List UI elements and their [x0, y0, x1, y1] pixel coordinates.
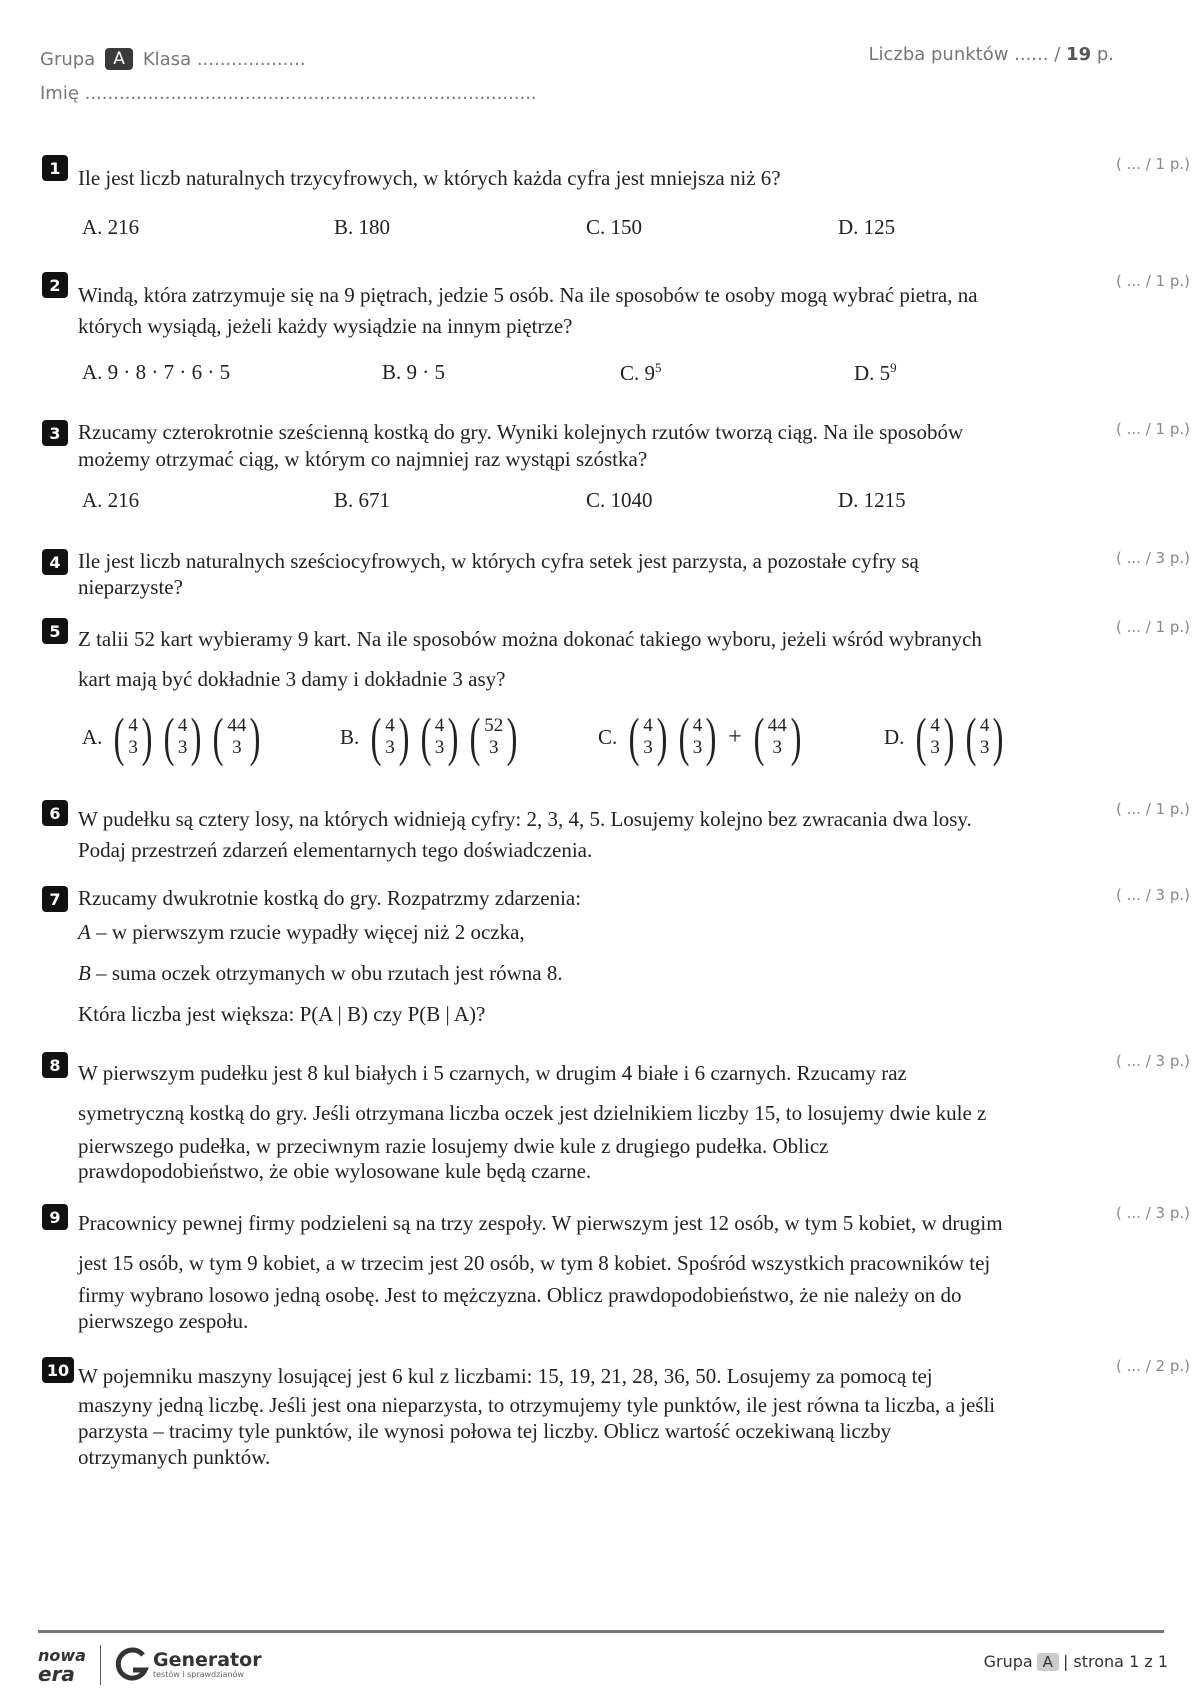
- binomial: ( 4 3 ): [163, 707, 202, 767]
- binomial: ( 44 3 ): [753, 707, 802, 767]
- question-points: ( ... / 3 p.): [1116, 886, 1190, 904]
- answer-b: B. 9 · 5: [382, 360, 445, 384]
- answer-b: B. 671: [334, 488, 391, 512]
- superscript: 5: [655, 360, 662, 375]
- answer-d: D. ( 4 3 ) ( 4 3 ): [884, 710, 1009, 764]
- answer-b: B. 180: [334, 215, 391, 239]
- question-text-line: możemy otrzymać ciąg, w którym co najmniej raz wystąpi szóstka?: [78, 447, 648, 471]
- binomial: ( 4 3 ): [916, 707, 955, 767]
- answer-c: C. $9^5$: [620, 360, 662, 385]
- logo-separator: [100, 1645, 101, 1685]
- question-number: 7: [42, 886, 68, 912]
- question-text-line: parzysta – tracimy tyle punktów, ile wynosi połowa tej liczby. Oblicz wartość oczekiwaną liczby: [78, 1419, 892, 1443]
- superscript: 9: [890, 360, 897, 375]
- question-points: ( ... / 2 p.): [1116, 1357, 1190, 1375]
- question-points: ( ... / 1 p.): [1116, 618, 1190, 636]
- question-number: 6: [42, 800, 68, 826]
- question-text-line: pierwszego zespołu.: [78, 1309, 249, 1333]
- answer-a: A. 216: [82, 488, 140, 512]
- question-points: ( ... / 3 p.): [1116, 549, 1190, 567]
- question-number: 2: [42, 272, 68, 298]
- question-text-line: otrzymanych punktów.: [78, 1445, 271, 1469]
- question-number: 9: [42, 1204, 68, 1230]
- question-text-line: Ile jest liczb naturalnych sześciocyfrowych, w których cyfra setek jest parzysta, a pozostałe cyfry są: [78, 549, 919, 573]
- binomial: ( 44 3 ): [212, 707, 261, 767]
- binomial: ( 4 3 ): [370, 707, 410, 767]
- answer-a: A. 216: [82, 215, 140, 239]
- question-text-line: Która liczba jest większa: P(A | B) czy P(B | A)?: [78, 1002, 486, 1026]
- nowa-era-logo: nowa era: [38, 1646, 86, 1686]
- question-text-line: Z talii 52 kart wybieramy 9 kart. Na ile sposobów można dokonać takiego wyboru, jeżeli wśród wybranych: [78, 627, 982, 651]
- answer-d: D. 125: [838, 215, 896, 239]
- question-number: 8: [42, 1052, 68, 1078]
- question-text-line: W pojemniku maszyny losującej jest 6 kul z liczbami: 15, 19, 21, 28, 36, 50. Losujemy za pomocą tej: [78, 1364, 933, 1388]
- question-points: ( ... / 3 p.): [1116, 1052, 1190, 1070]
- binomial: ( 4 3 ): [678, 707, 717, 767]
- answer-a: A. ( 4 3 ) ( 4 3 ) ( 44 3 ): [82, 710, 266, 764]
- question-text-line: Rzucamy dwukrotnie kostką do gry. Rozpatrzmy zdarzenia:: [78, 886, 582, 910]
- question-text-line: maszyny jedną liczbę. Jeśli jest ona nieparzysta, to otrzymujemy tyle punktów, ile jest równa ta liczba, a jeśli: [78, 1393, 996, 1417]
- group-label: Grupa: [40, 48, 96, 70]
- answer-b: B. ( 4 3 ) ( 4 3 ) ( 52 3 ): [340, 710, 523, 764]
- binomial: ( 52 3 ): [469, 707, 518, 767]
- answer-c: C. ( 4 3 ) ( 4 3 ) + ( 44 3 ): [598, 710, 807, 764]
- question-number: 3: [42, 420, 68, 446]
- answer-d: D. $5^9$: [854, 360, 897, 385]
- question-text: Ile jest liczb naturalnych trzycyfrowych, w których każda cyfra jest mniejsza niż 6?: [78, 166, 781, 190]
- question-text-line: pierwszego pudełka, w przeciwnym razie losujemy dwie kule z drugiego pudełka. Oblicz: [78, 1134, 829, 1158]
- class-field: Klasa ...................: [142, 48, 306, 70]
- footer-divider: [38, 1630, 1164, 1633]
- question-points: ( ... / 1 p.): [1116, 420, 1190, 438]
- question-number: 4: [42, 549, 68, 575]
- footer-logos: [38, 1640, 262, 1690]
- binomial: ( 4 3 ): [114, 707, 153, 767]
- points-total: 19: [1066, 44, 1092, 65]
- question-number: 5: [42, 618, 68, 644]
- event-b-definition: B – suma oczek otrzymanych w obu rzutach jest równa 8.: [78, 961, 563, 985]
- generator-logo-icon: [115, 1646, 149, 1684]
- page-footer-info: Grupa A | strona 1 z 1: [983, 1652, 1168, 1671]
- question-text-line: W pudełku są cztery losy, na których widnieją cyfry: 2, 3, 4, 5. Losujemy kolejno bez zwracania dwa losy.: [78, 807, 972, 831]
- header-fields: [40, 42, 537, 110]
- question-text-line: Rzucamy czterokrotnie sześcienną kostką do gry. Wyniki kolejnych rzutów tworzą ciąg. Na ile sposobów: [78, 420, 964, 444]
- answer-c: C. 1040: [586, 488, 653, 512]
- question-text-line: Windą, która zatrzymuje się na 9 piętrach, jedzie 5 osób. Na ile sposobów te osoby mogą wybrać pietra, na: [78, 283, 978, 307]
- question-text-line: Podaj przestrzeń zdarzeń elementarnych tego doświadczenia.: [78, 838, 593, 862]
- question-points: ( ... / 1 p.): [1116, 800, 1190, 818]
- question-text-line: W pierwszym pudełku jest 8 kul białych i 5 czarnych, w drugim 4 białe i 6 czarnych. Rzucamy raz: [78, 1061, 907, 1085]
- event-a-definition: A – w pierwszym rzucie wypadły więcej niż 2 oczka,: [78, 920, 525, 944]
- group-badge: A: [105, 48, 133, 70]
- question-text-line: których wysiądą, jeżeli każdy wysiądzie na innym piętrze?: [78, 314, 573, 338]
- answer-d: D. 1215: [838, 488, 906, 512]
- question-points: ( ... / 3 p.): [1116, 1204, 1190, 1222]
- generator-logo-text: Generator testów i sprawdzianów: [152, 1649, 262, 1679]
- question-points: ( ... / 1 p.): [1116, 272, 1190, 290]
- plus-sign: +: [728, 723, 742, 750]
- answer-c: C. 150: [586, 215, 643, 239]
- question-number: 1: [42, 155, 68, 181]
- group-badge: A: [1037, 1653, 1059, 1671]
- question-text-line: jest 15 osób, w tym 9 kobiet, a w trzecim jest 20 osób, w tym 8 kobiet. Spośród wszystkich pracowników tej: [78, 1251, 991, 1275]
- binomial: ( 4 3 ): [965, 707, 1004, 767]
- name-field: Imię ...............................................................................: [40, 82, 537, 104]
- question-text-line: kart mają być dokładnie 3 damy i dokładnie 3 asy?: [78, 667, 506, 691]
- question-text-line: prawdopodobieństwo, że obie wylosowane kule będą czarne.: [78, 1159, 592, 1183]
- question-text-line: symetryczną kostką do gry. Jeśli otrzymana liczba oczek jest dzielnikiem liczby 15, to losujemy dwie kule z: [78, 1101, 987, 1125]
- question-text-line: firmy wybrano losowo jedną osobę. Jest to mężczyzna. Oblicz prawdopodobieństwo, że nie należy on do: [78, 1283, 962, 1307]
- points-summary: Liczba punktów ...... / 19 p.: [868, 44, 1114, 65]
- binomial: ( 4 3 ): [420, 707, 459, 767]
- question-text-line: Pracownicy pewnej firmy podzieleni są na trzy zespoły. W pierwszym jest 12 osób, w tym 5 kobiet, w drugim: [78, 1211, 1003, 1235]
- answer-a: A. 9 · 8 · 7 · 6 · 5: [82, 360, 231, 384]
- question-points: ( ... / 1 p.): [1116, 155, 1190, 173]
- page-number: | strona 1 z 1: [1062, 1652, 1168, 1671]
- question-number: 10: [42, 1357, 74, 1383]
- binomial: ( 4 3 ): [628, 707, 668, 767]
- question-text-line: nieparzyste?: [78, 575, 183, 599]
